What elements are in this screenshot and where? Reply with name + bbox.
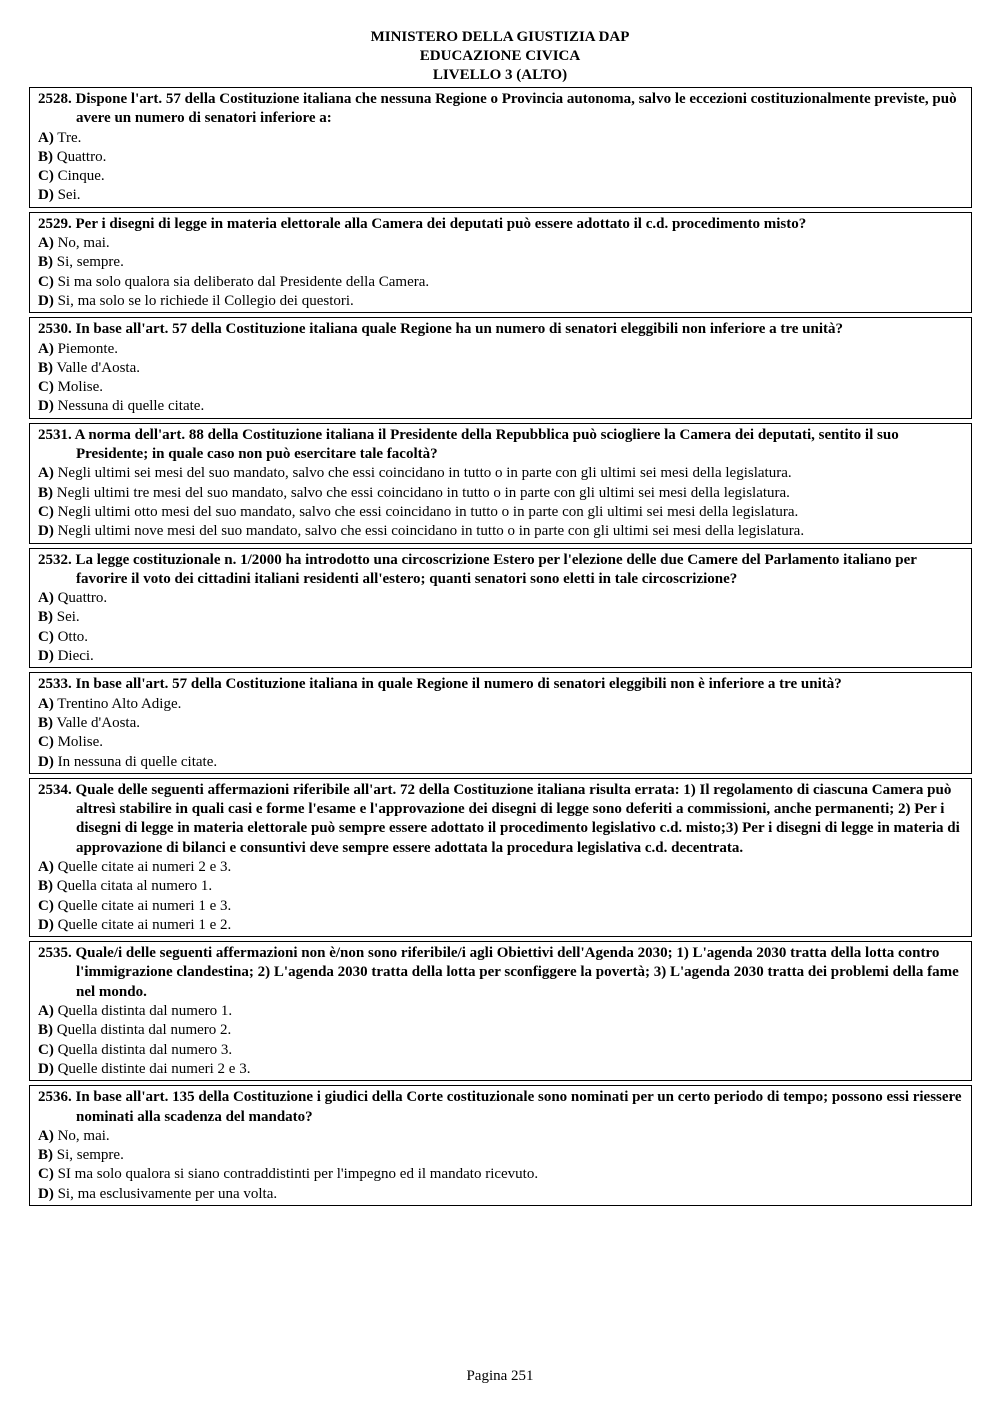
- option-text: Quattro.: [53, 148, 107, 165]
- option-text: Cinque.: [53, 168, 105, 185]
- answer-option: [38, 1041, 963, 1060]
- option-letter: B): [38, 254, 53, 271]
- option-letter: A): [38, 590, 54, 607]
- answer-option: [38, 733, 963, 752]
- question-block: [29, 212, 972, 313]
- option-text: Valle d'Aosta.: [53, 714, 140, 731]
- option-text: Quella distinta dal numero 3.: [53, 1041, 233, 1058]
- answer-option: [38, 1165, 963, 1184]
- page-header: [0, 28, 1000, 85]
- option-text: Si, ma solo se lo richiede il Collegio dei questori.: [53, 292, 354, 309]
- option-text: Nessuna di quelle citate.: [53, 398, 205, 415]
- option-text: Piemonte.: [53, 340, 118, 357]
- header-level: LIVELLO 3 (ALTO): [432, 67, 568, 83]
- option-text: Quelle citate ai numeri 1 e 3.: [53, 897, 232, 914]
- answer-option: [38, 129, 963, 148]
- option-text: Molise.: [53, 379, 103, 396]
- answer-option: [38, 292, 963, 311]
- option-text: Si, sempre.: [53, 254, 124, 271]
- answer-option: [38, 484, 963, 503]
- question-block: [29, 941, 972, 1081]
- answer-option: [38, 1146, 963, 1165]
- answer-option: [38, 695, 963, 714]
- option-text: Negli ultimi tre mesi del suo mandato, salvo che essi coincidano in tutto o in parte con gli ultimi sei mesi della legislatura.: [53, 484, 790, 501]
- option-text: Valle d'Aosta.: [53, 359, 140, 376]
- option-letter: A): [38, 129, 54, 146]
- question-text: 2533. In base all'art. 57 della Costituzione italiana in quale Regione il numero di senatori eleggibili non è inferiore a tre unità?: [38, 676, 842, 693]
- answer-option: [38, 1185, 963, 1204]
- option-text: No, mai.: [53, 235, 110, 252]
- answer-option: [38, 378, 963, 397]
- question-text: 2531. A norma dell'art. 88 della Costituzione italiana il Presidente della Repubblica può sciogliere la Camera dei deputati, sentito il suo Presidente; in quale caso non può esercitare tale facoltà?: [38, 426, 899, 463]
- question-text: 2536. In base all'art. 135 della Costituzione i giudici della Corte costituzionale sono nominati per un certo periodo di tempo; possono essi riessere nominati alla scadenza del mandato?: [38, 1089, 962, 1125]
- question-text: 2534. Quale delle seguenti affermazioni riferibile all'art. 72 della Costituzione italiana risulta errata: 1) Il regolamento di ciascuna Camera può altresì stabilire in quali casi e forme l'esame e l'approvazione dei disegni di legge sono deferiti a commissioni, anche permanenti; 2) Per i disegni di legge in materia elettorale può sempre essere adottato il procedimento legislativo c.d. misto;3) Per i disegni di legge in materia di approvazione di bilanci e consuntivi deve sempre essere adottata la procedura legislativa c.d. decentrata.: [38, 781, 960, 856]
- option-letter: A): [38, 235, 54, 252]
- option-text: In nessuna di quelle citate.: [53, 753, 218, 770]
- question-block: [29, 423, 972, 544]
- option-letter: D): [38, 523, 54, 540]
- option-text: Quella distinta dal numero 2.: [53, 1022, 232, 1039]
- answer-option: [38, 714, 963, 733]
- option-text: Quella citata al numero 1.: [53, 878, 213, 895]
- option-letter: A): [38, 340, 54, 357]
- answer-option: [38, 608, 963, 627]
- option-letter: A): [38, 695, 54, 712]
- answer-option: [38, 877, 963, 896]
- answer-option: [38, 647, 963, 666]
- question-text: 2535. Quale/i delle seguenti affermazioni non è/non sono riferibile/i agli Obiettivi dell'Agenda 2030; 1) L'agenda 2030 tratta della lotta contro l'immigrazione clandestina; 2) L'agenda 2030 tratta della lotta per sconfiggere la povertà; 3) L'agenda 2030 tratta dei problemi della fame nel mondo.: [38, 945, 959, 1000]
- option-letter: C): [38, 503, 54, 520]
- question-block: [29, 317, 972, 418]
- answer-option: [38, 1002, 963, 1021]
- option-text: Sei.: [53, 609, 80, 626]
- answer-option: [38, 589, 963, 608]
- answer-option: [38, 186, 963, 205]
- option-letter: B): [38, 878, 53, 895]
- option-letter: D): [38, 1060, 54, 1077]
- header-subject: EDUCAZIONE CIVICA: [419, 48, 581, 64]
- answer-option: [38, 340, 963, 359]
- option-text: Quella distinta dal numero 1.: [53, 1003, 233, 1020]
- option-letter: C): [38, 273, 54, 290]
- answer-option: [38, 464, 963, 483]
- option-text: Negli ultimi sei mesi del suo mandato, salvo che essi coincidano in tutto o in parte con gli ultimi sei mesi della legislatura.: [53, 465, 792, 482]
- answer-option: [38, 858, 963, 877]
- option-text: No, mai.: [53, 1127, 110, 1144]
- option-letter: D): [38, 753, 54, 770]
- option-text: Si ma solo qualora sia deliberato dal Presidente della Camera.: [53, 273, 430, 290]
- option-text: Sei.: [53, 187, 81, 204]
- answer-option: [38, 1060, 963, 1079]
- answer-option: [38, 916, 963, 935]
- question-block: [29, 548, 972, 669]
- option-text: Trentino Alto Adige.: [53, 695, 182, 712]
- option-letter: D): [38, 292, 54, 309]
- option-text: Molise.: [53, 734, 103, 751]
- option-text: Negli ultimi otto mesi del suo mandato, salvo che essi coincidano in tutto o in parte con gli ultimi sei mesi della legislatura.: [53, 503, 799, 520]
- option-letter: B): [38, 148, 53, 165]
- answer-option: [38, 359, 963, 378]
- option-text: Quelle citate ai numeri 1 e 2.: [53, 916, 232, 933]
- option-letter: D): [38, 648, 54, 665]
- page-number: Pagina 251: [466, 1368, 534, 1384]
- question-text: 2529. Per i disegni di legge in materia elettorale alla Camera dei deputati può essere adottato il c.d. procedimento misto?: [38, 215, 807, 232]
- option-letter: C): [38, 168, 54, 185]
- option-text: Negli ultimi nove mesi del suo mandato, salvo che essi coincidano in tutto o in parte con gli ultimi sei mesi della legislatura.: [53, 523, 805, 540]
- option-text: Quattro.: [53, 590, 108, 607]
- answer-option: [38, 1021, 963, 1040]
- option-letter: D): [38, 398, 54, 415]
- option-letter: A): [38, 465, 54, 482]
- option-letter: D): [38, 916, 54, 933]
- option-letter: D): [38, 1185, 54, 1202]
- answer-option: [38, 167, 963, 186]
- answer-option: [38, 628, 963, 647]
- question-text: 2532. La legge costituzionale n. 1/2000 ha introdotto una circoscrizione Estero per l'elezione delle due Camere del Parlamento italiano per favorire il voto dei cittadini italiani residenti all'estero; quanti senatori sono eletti in tale circoscrizione?: [38, 551, 917, 587]
- answer-option: [38, 897, 963, 916]
- option-text: Dieci.: [53, 648, 94, 665]
- answer-option: [38, 397, 963, 416]
- answer-option: [38, 234, 963, 253]
- answer-option: [38, 253, 963, 272]
- option-text: Si, sempre.: [53, 1147, 124, 1164]
- question-block: [29, 87, 972, 208]
- option-letter: B): [38, 1147, 53, 1164]
- answer-option: [38, 522, 963, 541]
- option-letter: D): [38, 187, 54, 204]
- option-letter: B): [38, 484, 53, 501]
- answer-option: [38, 503, 963, 522]
- answer-option: [38, 273, 963, 292]
- question-list: [29, 87, 972, 1210]
- option-letter: B): [38, 1022, 53, 1039]
- option-letter: C): [38, 1041, 54, 1058]
- option-text: Tre.: [53, 129, 82, 146]
- answer-option: [38, 753, 963, 772]
- question-text: 2530. In base all'art. 57 della Costituzione italiana quale Regione ha un numero di senatori eleggibili non inferiore a tre unità?: [38, 321, 844, 338]
- question-text: 2528. Dispone l'art. 57 della Costituzione italiana che nessuna Regione o Provincia autonoma, salvo le eccezioni costituzionalmente previste, può avere un numero di senatori inferiore a:: [38, 91, 957, 127]
- header-ministry: MINISTERO DELLA GIUSTIZIA DAP: [370, 29, 630, 45]
- option-text: Otto.: [53, 628, 88, 645]
- option-letter: A): [38, 1127, 54, 1144]
- option-text: Quelle distinte dai numeri 2 e 3.: [53, 1060, 251, 1077]
- option-letter: C): [38, 628, 54, 645]
- option-letter: B): [38, 359, 53, 376]
- option-text: Quelle citate ai numeri 2 e 3.: [53, 858, 232, 875]
- option-letter: C): [38, 734, 54, 751]
- option-letter: B): [38, 714, 53, 731]
- option-letter: B): [38, 609, 53, 626]
- option-letter: A): [38, 1003, 54, 1020]
- option-letter: C): [38, 1166, 54, 1183]
- answer-option: [38, 148, 963, 167]
- option-letter: C): [38, 897, 54, 914]
- answer-option: [38, 1127, 963, 1146]
- question-block: [29, 778, 972, 937]
- option-text: Si, ma esclusivamente per una volta.: [53, 1185, 278, 1202]
- question-block: [29, 672, 972, 773]
- option-text: SI ma solo qualora si siano contraddistinti per l'impegno ed il mandato ricevuto.: [53, 1166, 539, 1183]
- question-block: [29, 1085, 972, 1206]
- option-letter: A): [38, 858, 54, 875]
- option-letter: C): [38, 379, 54, 396]
